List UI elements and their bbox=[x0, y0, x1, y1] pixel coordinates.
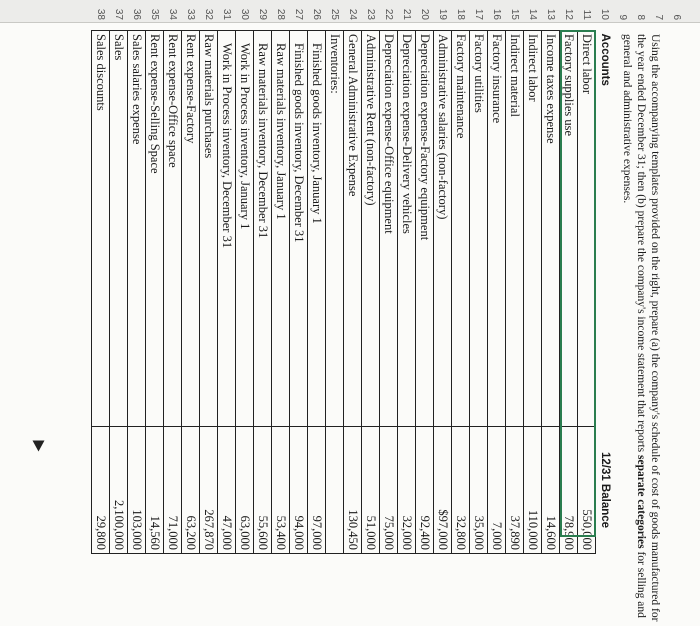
account-cell[interactable]: Finished goods inventory, January 1 bbox=[308, 31, 326, 427]
table-row[interactable] bbox=[164, 31, 182, 554]
row-number[interactable]: 29 bbox=[257, 8, 268, 20]
balance-cell[interactable]: 71,000 bbox=[164, 427, 182, 554]
account-cell[interactable]: Rent expense-Office space bbox=[164, 31, 182, 427]
table-row[interactable] bbox=[416, 31, 434, 554]
table-row[interactable] bbox=[380, 31, 398, 554]
row-number[interactable]: 17 bbox=[473, 8, 484, 20]
table-row[interactable] bbox=[218, 31, 236, 554]
table-row[interactable] bbox=[254, 31, 272, 554]
account-cell[interactable]: Administrative salaries (non-factory) bbox=[434, 31, 452, 427]
table-row[interactable] bbox=[362, 31, 380, 554]
account-cell[interactable]: Income taxes expense bbox=[542, 31, 560, 427]
table-row[interactable] bbox=[434, 31, 452, 554]
table-row[interactable] bbox=[524, 31, 542, 554]
row-number[interactable]: 19 bbox=[437, 8, 448, 20]
row-number[interactable]: 32 bbox=[203, 8, 214, 20]
balance-cell[interactable]: 7,000 bbox=[488, 427, 506, 554]
row-number[interactable]: 9 bbox=[617, 14, 628, 20]
balance-cell[interactable]: 103,000 bbox=[128, 427, 146, 554]
balance-cell[interactable]: 32,800 bbox=[452, 427, 470, 554]
table-row[interactable] bbox=[272, 31, 290, 554]
account-cell[interactable]: Finished goods inventory, December 31 bbox=[290, 31, 308, 427]
table-row[interactable] bbox=[326, 31, 344, 554]
row-number[interactable]: 11 bbox=[581, 9, 592, 20]
balance-cell[interactable]: 75,000 bbox=[380, 427, 398, 554]
mouse-pointer-icon bbox=[33, 441, 45, 452]
row-number[interactable]: 28 bbox=[275, 8, 286, 20]
instructions-part2: for selling and general and administrative expenses. bbox=[621, 34, 647, 618]
balance-cell[interactable]: 14,560 bbox=[146, 427, 164, 554]
table-row[interactable] bbox=[290, 31, 308, 554]
row-number[interactable]: 12 bbox=[563, 8, 574, 20]
table-row[interactable] bbox=[398, 31, 416, 554]
balance-cell[interactable]: 97,000 bbox=[308, 427, 326, 554]
account-cell[interactable]: Sales salaries expense bbox=[128, 31, 146, 427]
table-row[interactable] bbox=[236, 31, 254, 554]
balance-cell[interactable]: 2,100,000 bbox=[110, 427, 128, 554]
row-number[interactable]: 31 bbox=[221, 8, 232, 20]
table-row[interactable] bbox=[542, 31, 560, 554]
table-row[interactable] bbox=[110, 31, 128, 554]
row-number-gutter bbox=[0, 0, 700, 23]
account-cell[interactable]: Depreciation expense-Delivery vehicles bbox=[398, 31, 416, 427]
table-row[interactable] bbox=[146, 31, 164, 554]
account-cell[interactable]: Indirect labor bbox=[524, 31, 542, 427]
balance-cell[interactable]: 94,000 bbox=[290, 427, 308, 554]
balance-cell[interactable]: 14,600 bbox=[542, 427, 560, 554]
row-number[interactable]: 21 bbox=[401, 8, 412, 20]
balance-cell[interactable]: 35,000 bbox=[470, 427, 488, 554]
table-row[interactable] bbox=[470, 31, 488, 554]
account-cell[interactable]: Depreciation expense-Office equipment bbox=[380, 31, 398, 427]
balance-cell[interactable]: 47,000 bbox=[218, 427, 236, 554]
account-cell[interactable]: Rent expense-Factory bbox=[182, 31, 200, 427]
row-number[interactable]: 16 bbox=[491, 8, 502, 20]
row-number[interactable]: 34 bbox=[167, 8, 178, 20]
account-cell[interactable]: Sales discounts bbox=[92, 31, 110, 427]
balance-cell[interactable]: 92,400 bbox=[416, 427, 434, 554]
row-number[interactable]: 33 bbox=[185, 8, 196, 20]
account-cell[interactable]: Administrative Rent (non-factory) bbox=[362, 31, 380, 427]
account-cell[interactable]: General Administrative Expense bbox=[344, 31, 362, 427]
row-number[interactable]: 13 bbox=[545, 8, 556, 20]
balance-cell[interactable]: $97,000 bbox=[434, 427, 452, 554]
table-row[interactable] bbox=[128, 31, 146, 554]
balance-cell[interactable]: 267,870 bbox=[200, 427, 218, 554]
account-cell[interactable]: Raw materials inventory, January 1 bbox=[272, 31, 290, 427]
row-number[interactable]: 22 bbox=[383, 8, 394, 20]
balance-cell[interactable]: 55,600 bbox=[254, 427, 272, 554]
account-cell[interactable]: Rent expense-Selling Space bbox=[146, 31, 164, 427]
row-number[interactable]: 38 bbox=[95, 8, 106, 20]
row-number[interactable]: 6 bbox=[671, 14, 682, 20]
row-number[interactable]: 7 bbox=[653, 14, 664, 20]
balance-cell[interactable] bbox=[326, 427, 344, 554]
row-number[interactable]: 37 bbox=[113, 8, 124, 20]
table-row[interactable] bbox=[182, 31, 200, 554]
balance-cell[interactable]: 63,200 bbox=[182, 427, 200, 554]
row-number[interactable]: 23 bbox=[365, 8, 376, 20]
row-number[interactable]: 30 bbox=[239, 8, 250, 20]
balance-cell[interactable]: 110,000 bbox=[524, 427, 542, 554]
row-number[interactable]: 20 bbox=[419, 8, 430, 20]
row-number[interactable]: 25 bbox=[329, 8, 340, 20]
row-number[interactable]: 35 bbox=[149, 8, 160, 20]
table-header-row bbox=[596, 31, 614, 554]
table-row[interactable] bbox=[344, 31, 362, 554]
table-row[interactable] bbox=[200, 31, 218, 554]
instructions-bold: separate categories bbox=[635, 455, 647, 549]
table-row[interactable] bbox=[488, 31, 506, 554]
account-cell[interactable]: Work in Process inventory, December 31 bbox=[218, 31, 236, 427]
balance-cell[interactable]: 78,900 bbox=[560, 427, 578, 554]
accounts-table bbox=[91, 30, 613, 554]
account-cell[interactable]: Factory supplies use bbox=[560, 31, 578, 427]
account-cell[interactable]: Factory utilities bbox=[470, 31, 488, 427]
balance-cell[interactable]: 550,000 bbox=[578, 427, 596, 554]
row-number[interactable]: 8 bbox=[635, 14, 646, 20]
account-cell[interactable]: Depreciation expense-Factory equipment bbox=[416, 31, 434, 427]
account-cell[interactable]: Sales bbox=[110, 31, 128, 427]
instructions-text bbox=[620, 34, 662, 622]
header-balance: 12/31 Balance bbox=[599, 451, 611, 529]
row-number[interactable]: 24 bbox=[347, 8, 358, 20]
account-cell[interactable]: Raw materials inventory, December 31 bbox=[254, 31, 272, 427]
table-row[interactable] bbox=[92, 31, 110, 554]
balance-cell[interactable]: 51,000 bbox=[362, 427, 380, 554]
table-row[interactable] bbox=[308, 31, 326, 554]
row-number[interactable]: 14 bbox=[527, 8, 538, 20]
row-number[interactable]: 15 bbox=[509, 8, 520, 20]
instructions-part1: Using the accompanying templates provided on the right, prepare (a) the company's schedule of cost of goods manufactured for the year ended December 31; then (b) prepare the company's income statement that reports bbox=[635, 34, 661, 622]
balance-cell[interactable]: 63,000 bbox=[236, 427, 254, 554]
balance-cell[interactable]: 29,800 bbox=[92, 427, 110, 554]
row-number[interactable]: 36 bbox=[131, 8, 142, 20]
account-cell[interactable]: Factory maintenance bbox=[452, 31, 470, 427]
table-row[interactable] bbox=[506, 31, 524, 554]
account-cell[interactable]: Inventories: bbox=[326, 31, 344, 427]
account-cell[interactable]: Raw materials purchases bbox=[200, 31, 218, 427]
account-cell[interactable]: Factory insurance bbox=[488, 31, 506, 427]
row-number[interactable]: 27 bbox=[293, 8, 304, 20]
account-cell[interactable]: Direct labor bbox=[578, 31, 596, 427]
table-row[interactable] bbox=[560, 31, 578, 554]
balance-cell[interactable]: 53,400 bbox=[272, 427, 290, 554]
header-accounts: Accounts bbox=[599, 33, 611, 86]
table-row[interactable] bbox=[452, 31, 470, 554]
table-row[interactable] bbox=[578, 31, 596, 554]
row-number[interactable]: 26 bbox=[311, 8, 322, 20]
account-cell[interactable]: Work in Process inventory, January 1 bbox=[236, 31, 254, 427]
row-number[interactable]: 10 bbox=[599, 8, 610, 20]
row-number[interactable]: 18 bbox=[455, 8, 466, 20]
account-cell[interactable]: Indirect material bbox=[506, 31, 524, 427]
balance-cell[interactable]: 130,450 bbox=[344, 427, 362, 554]
balance-cell[interactable]: 32,000 bbox=[398, 427, 416, 554]
balance-cell[interactable]: 37,890 bbox=[506, 427, 524, 554]
